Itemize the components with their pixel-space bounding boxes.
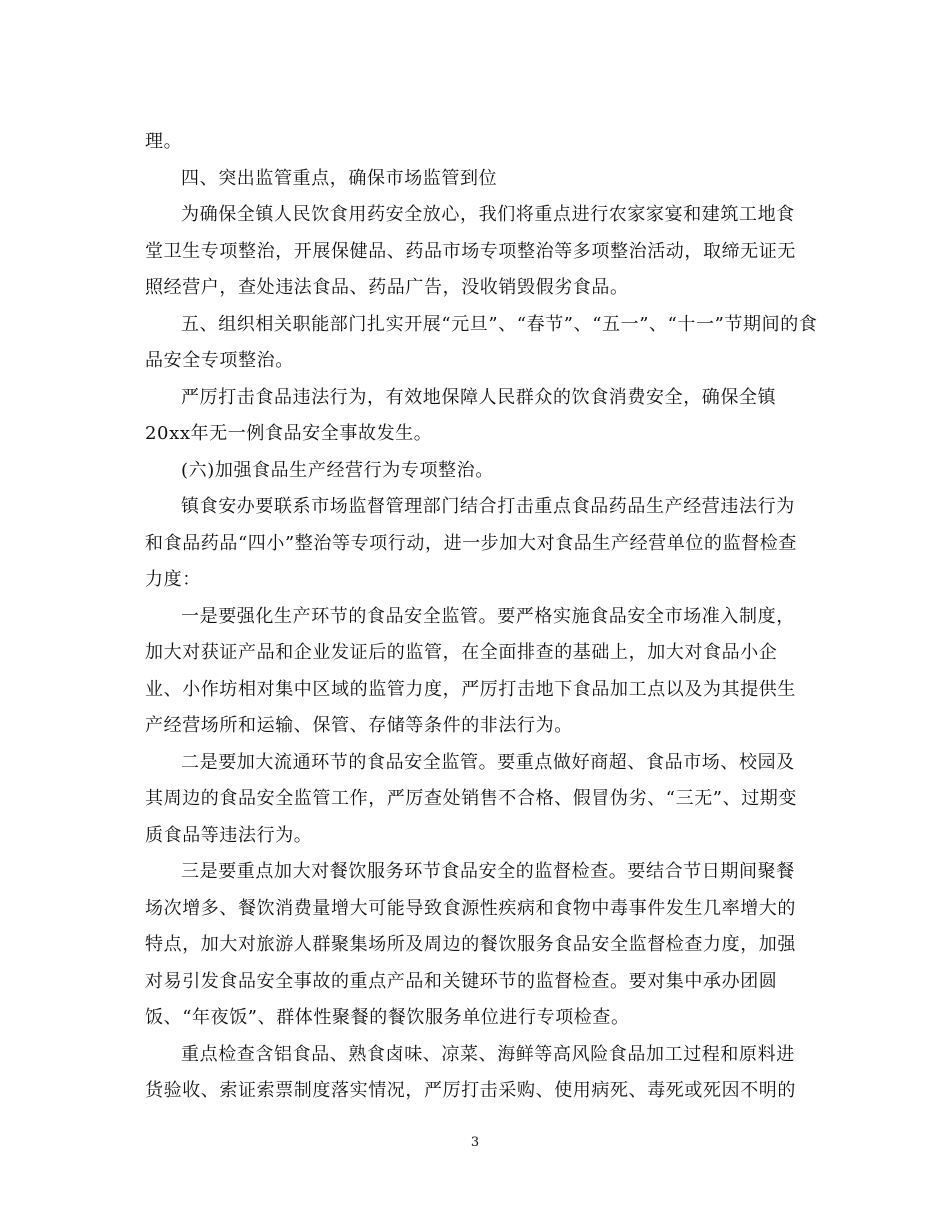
text-line: 镇食安办要联系市场监督管理部门结合打击重点食品药品生产经营违法行为: [181, 496, 795, 517]
document-body: [145, 124, 818, 1110]
text-line: 货验收、索证索票制度落实情况，严厉打击采购、使用病死、毒死或死因不明的: [145, 1080, 796, 1101]
text-line: 严厉打击食品违法行为，有效地保障人民群众的饮食消费安全，确保全镇: [181, 386, 777, 408]
text-line: 产经营场所和运输、保管、存储等条件的非法行为。: [145, 715, 573, 736]
text-line: 二是要加大流通环节的食品安全监管。要重点做好商超、食品市场、校园及: [181, 751, 795, 773]
text-line: 质食品等违法行为。: [145, 824, 313, 846]
text-line: 特点，加大对旅游人群聚集场所及周边的餐饮服务食品安全监督检查力度，加强: [145, 934, 796, 955]
section-heading-continued: 品安全专项整治。: [145, 350, 294, 371]
text-line: 理。: [145, 131, 183, 152]
text-line: 20xx年无一例食品安全事故发生。: [145, 423, 433, 444]
text-line: 照经营户，查处违法食品、药品广告，没收销毁假劣食品。: [145, 277, 629, 298]
text-line: 饭、“年夜饭”、群体性聚餐的餐饮服务单位进行专项检查。: [145, 1007, 630, 1028]
text-line: 三是要重点加大对餐饮服务环节食品安全的监督检查。要结合节日期间聚餐: [181, 861, 795, 882]
section-heading: (六)加强食品生产经营行为专项整治。: [181, 459, 494, 481]
page-number: 3: [470, 1135, 480, 1150]
text-line: 场次增多、餐饮消费量增大可能导致食源性疾病和食物中毒事件发生几率增大的: [145, 897, 796, 919]
text-line: 重点检查含铝食品、熟食卤味、凉菜、海鲜等高风险食品加工过程和原料进: [181, 1043, 795, 1065]
text-line: 和食品药品“四小”整治等专项行动，进一步加大对食品生产经营单位的监督检查: [145, 532, 798, 554]
text-line: 堂卫生专项整治，开展保健品、药品市场专项整治等多项整治活动，取缔无证无: [145, 240, 796, 262]
text-line: 力度：: [145, 569, 201, 590]
text-line: 为确保全镇人民饮食用药安全放心，我们将重点进行农家家宴和建筑工地食: [181, 204, 795, 225]
text-line: 加大对获证产品和企业发证后的监管，在全面排查的基础上，加大对食品小企: [145, 642, 778, 663]
text-line: 对易引发食品安全事故的重点产品和关键环节的监督检查。要对集中承办团圆: [145, 970, 778, 992]
section-heading: 四、突出监管重点，确保市场监管到位: [181, 167, 498, 189]
text-line: 业、小作坊相对集中区域的监管力度，严厉打击地下食品加工点以及为其提供生: [145, 678, 796, 700]
text-line: 其周边的食品安全监管工作，严厉查处销售不合格、假冒伪劣、“三无”、过期变: [145, 788, 798, 809]
text-line: 一是要强化生产环节的食品安全监管。要严格实施食品安全市场准入制度，: [181, 605, 795, 627]
section-heading: 五、组织相关职能部门扎实开展“元旦”、“春节”、“五一”、“十一”节期间的食: [181, 313, 818, 335]
